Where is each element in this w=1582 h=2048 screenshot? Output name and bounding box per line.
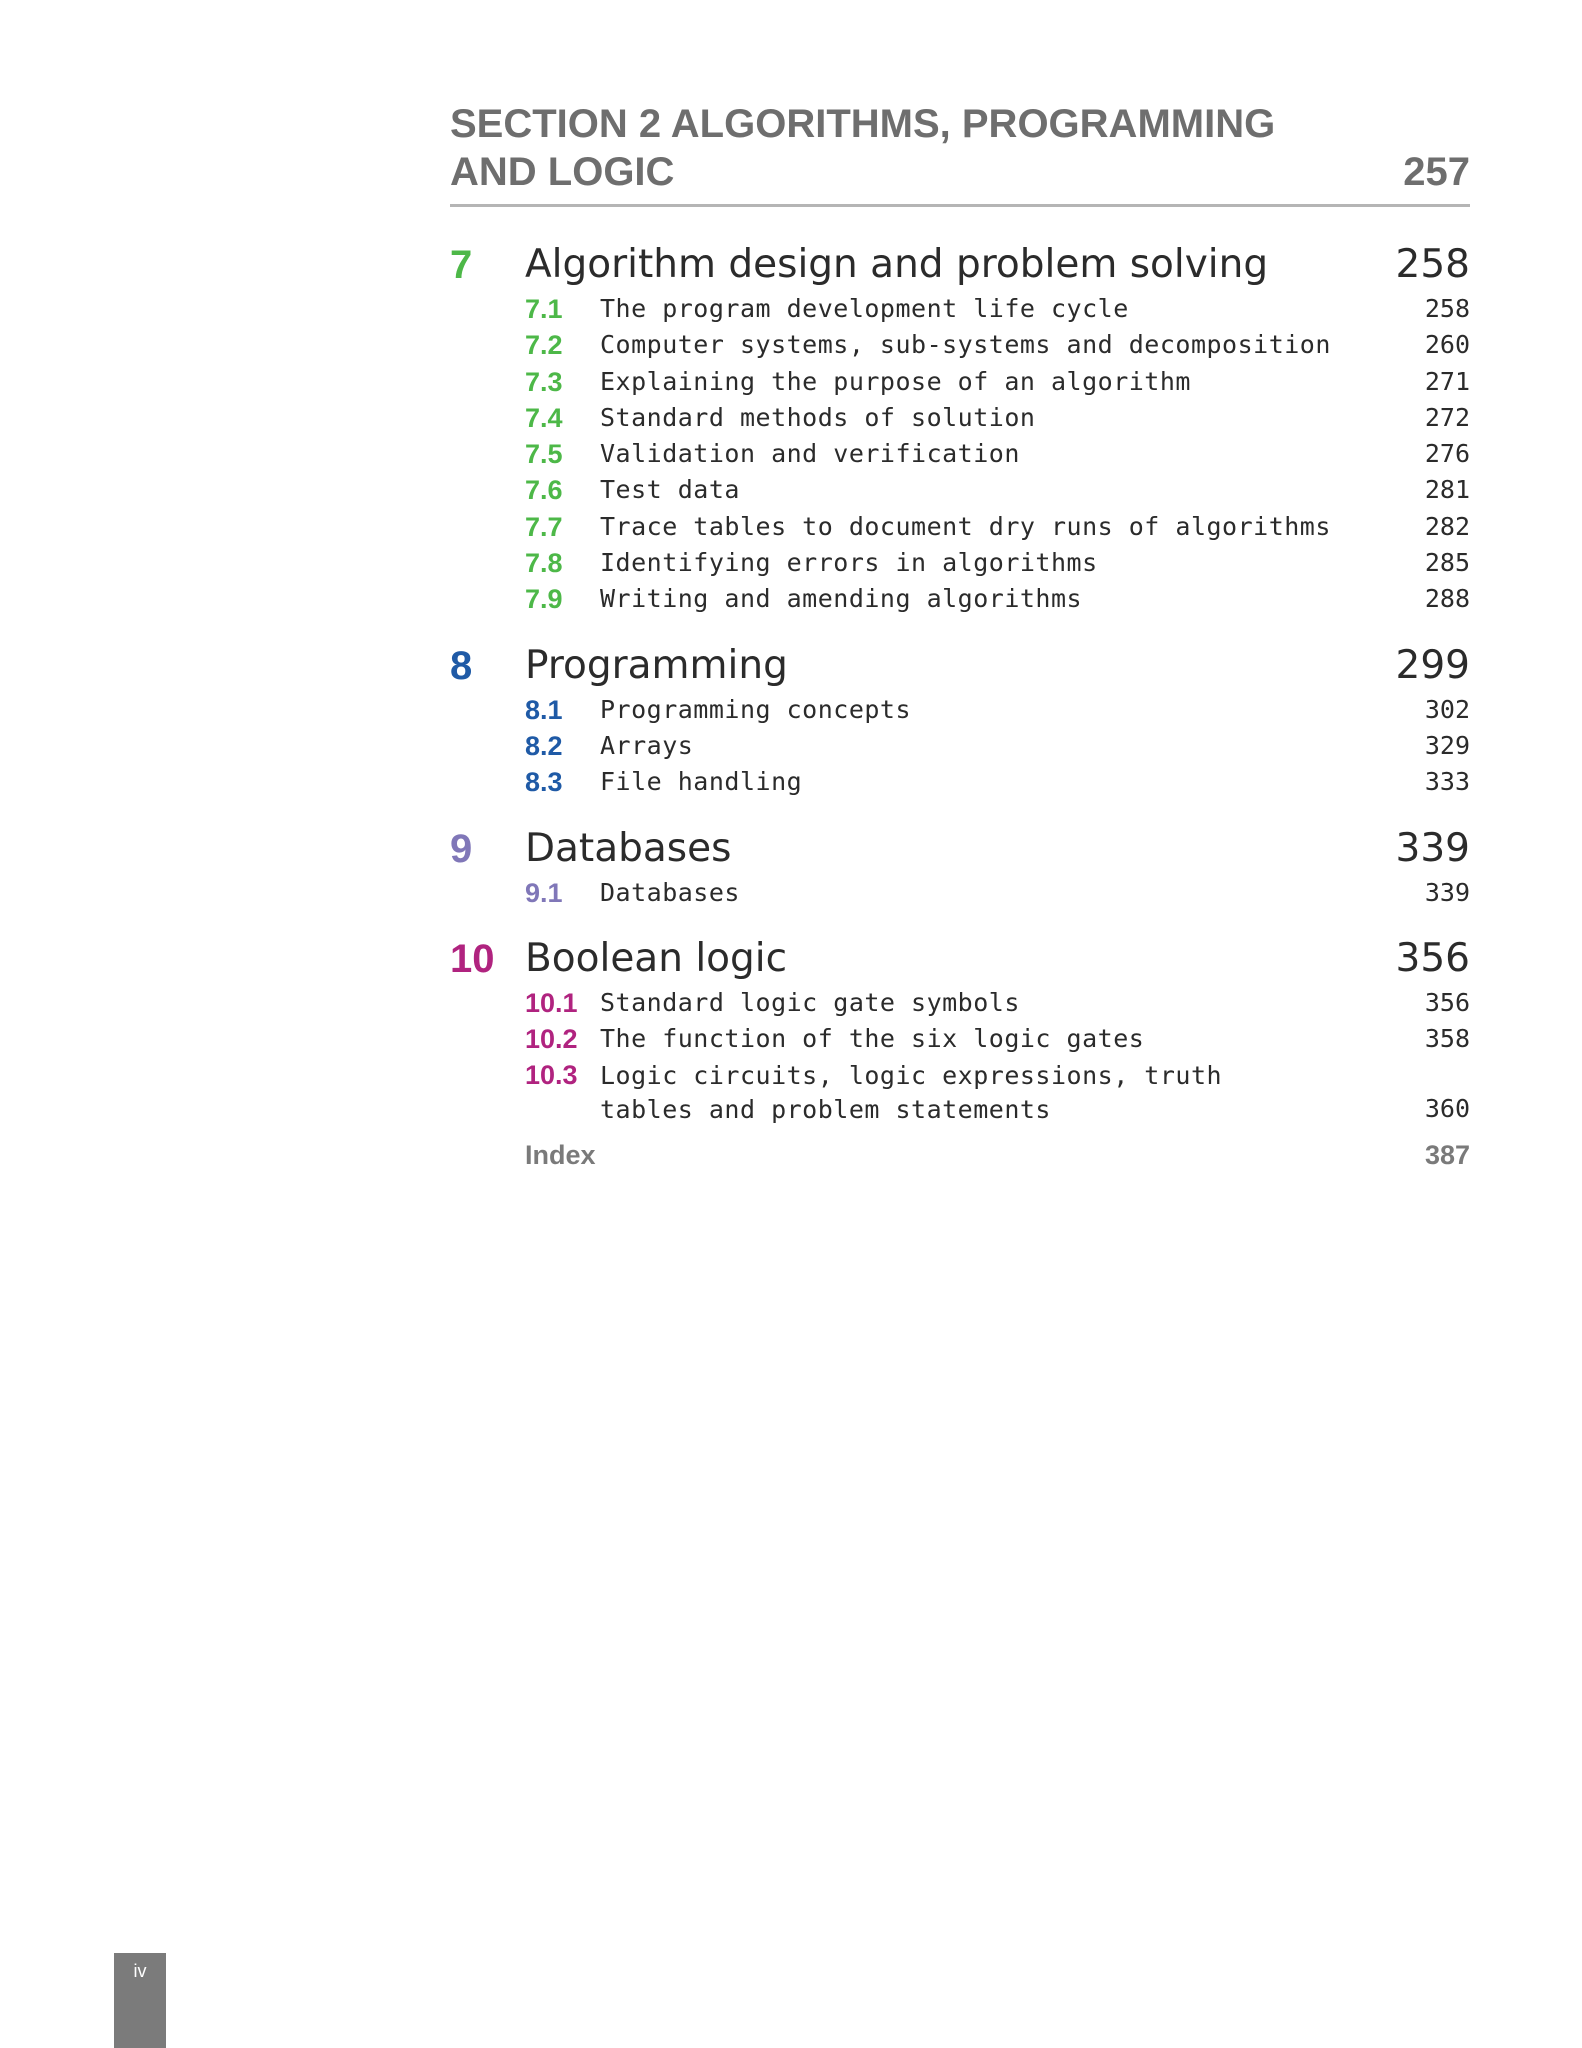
section-header [450,100,1470,207]
subsection-page-number: 333 [1424,767,1470,797]
chapter-8 [450,630,1470,799]
table-of-contents [450,100,1470,1175]
index-label: Index [525,1140,596,1171]
subsection-row[interactable] [450,507,1470,543]
subsection-page-number: 272 [1424,402,1470,432]
subsection-title: The function of the six logic gates [600,1024,1145,1054]
subsection-number: 7.3 [525,366,563,397]
subsection-number: 8.3 [525,767,563,798]
chapter-9 [450,813,1470,909]
subsection-row[interactable] [450,1055,1470,1125]
subsection-number: 8.2 [525,730,563,761]
subsection-title: Identifying errors in algorithms [600,548,1098,578]
subsection-number: 10.3 [525,1060,578,1091]
subsection-row[interactable] [450,726,1470,762]
subsection-number: 10.1 [525,987,578,1018]
subsection-row[interactable] [450,434,1470,470]
chapter-heading[interactable] [450,813,1470,873]
subsection-number: 8.1 [525,694,563,725]
chapter-page-number: 356 [1395,935,1470,981]
chapter-title: Boolean logic [525,935,788,981]
subsection-title: Writing and amending algorithms [600,584,1083,614]
subsection-number: 9.1 [525,877,563,908]
subsection-number: 7.2 [525,330,563,361]
chapter-number: 7 [450,243,473,287]
subsection-row[interactable] [450,398,1470,434]
subsection-number: 7.9 [525,584,563,615]
chapter-number: 9 [450,826,473,871]
chapter-10 [450,923,1470,1126]
subsection-title: Test data [600,475,740,505]
subsection-page-number: 356 [1424,987,1470,1017]
subsection-page-number: 258 [1424,294,1470,323]
section-page-number: 257 [1403,150,1470,194]
subsection-title: Arrays [600,730,694,760]
subsection-title: Standard logic gate symbols [600,987,1020,1017]
subsection-title: Standard methods of solution [600,402,1036,432]
subsection-row[interactable] [450,543,1470,579]
chapter-7 [450,229,1470,616]
subsection-title: Logic circuits, logic expressions, truth tables and problem statements [600,1061,1223,1125]
page-number: iv [133,1961,147,1981]
page-folio-tab [114,1953,166,2048]
chapter-heading[interactable] [450,229,1470,289]
chapter-heading[interactable] [450,630,1470,690]
chapter-title: Algorithm design and problem solving [525,242,1269,287]
chapter-title: Programming [525,642,788,688]
subsection-title: Programming concepts [600,694,912,724]
chapter-number: 10 [450,936,495,981]
subsection-row[interactable] [450,873,1470,909]
subsection-number: 7.8 [525,548,563,579]
subsection-number: 7.7 [525,511,563,542]
chapter-heading[interactable] [450,923,1470,983]
section-title: SECTION 2 ALGORITHMS, PROGRAMMING AND LOGIC [450,102,1276,194]
subsection-page-number: 281 [1424,475,1470,505]
subsection-page-number: 271 [1424,366,1470,396]
subsection-page-number: 358 [1424,1024,1470,1054]
subsection-row[interactable] [450,1019,1470,1055]
subsection-title: Validation and verification [600,439,1020,469]
chapter-page-number: 258 [1395,242,1470,287]
subsection-page-number: 285 [1424,548,1470,578]
subsection-row[interactable] [450,762,1470,798]
subsection-title: Explaining the purpose of an algorithm [600,366,1191,396]
index-page-number: 387 [1424,1140,1470,1171]
subsection-page-number: 282 [1424,511,1470,541]
subsection-title: The program development life cycle [600,294,1129,323]
subsection-page-number: 339 [1424,877,1470,907]
subsection-number: 7.1 [525,294,563,324]
subsection-page-number: 329 [1424,730,1470,760]
subsection-page-number: 302 [1424,694,1470,724]
subsection-row[interactable] [450,983,1470,1019]
subsection-page-number: 276 [1424,439,1470,469]
subsection-page-number: 260 [1424,330,1470,360]
subsection-title: Databases [600,877,740,907]
subsection-row[interactable] [450,289,1470,325]
subsection-page-number: 288 [1424,584,1470,614]
subsection-row[interactable] [450,690,1470,726]
subsection-row[interactable] [450,579,1470,615]
chapter-page-number: 299 [1395,642,1470,688]
subsection-row[interactable] [450,470,1470,506]
subsection-number: 10.2 [525,1024,578,1055]
chapter-page-number: 339 [1395,825,1470,871]
index-entry[interactable] [450,1135,1470,1175]
chapter-number: 8 [450,643,473,688]
subsection-number: 7.6 [525,475,563,506]
subsection-row[interactable] [450,325,1470,361]
subsection-title: Trace tables to document dry runs of algorithms [600,511,1331,541]
subsection-title: Computer systems, sub-systems and decomposition [600,330,1331,360]
subsection-row[interactable] [450,362,1470,398]
subsection-title: File handling [600,767,803,797]
subsection-number: 7.5 [525,439,563,470]
chapter-title: Databases [525,825,732,871]
subsection-number: 7.4 [525,402,563,433]
subsection-page-number: 360 [1424,1094,1470,1124]
